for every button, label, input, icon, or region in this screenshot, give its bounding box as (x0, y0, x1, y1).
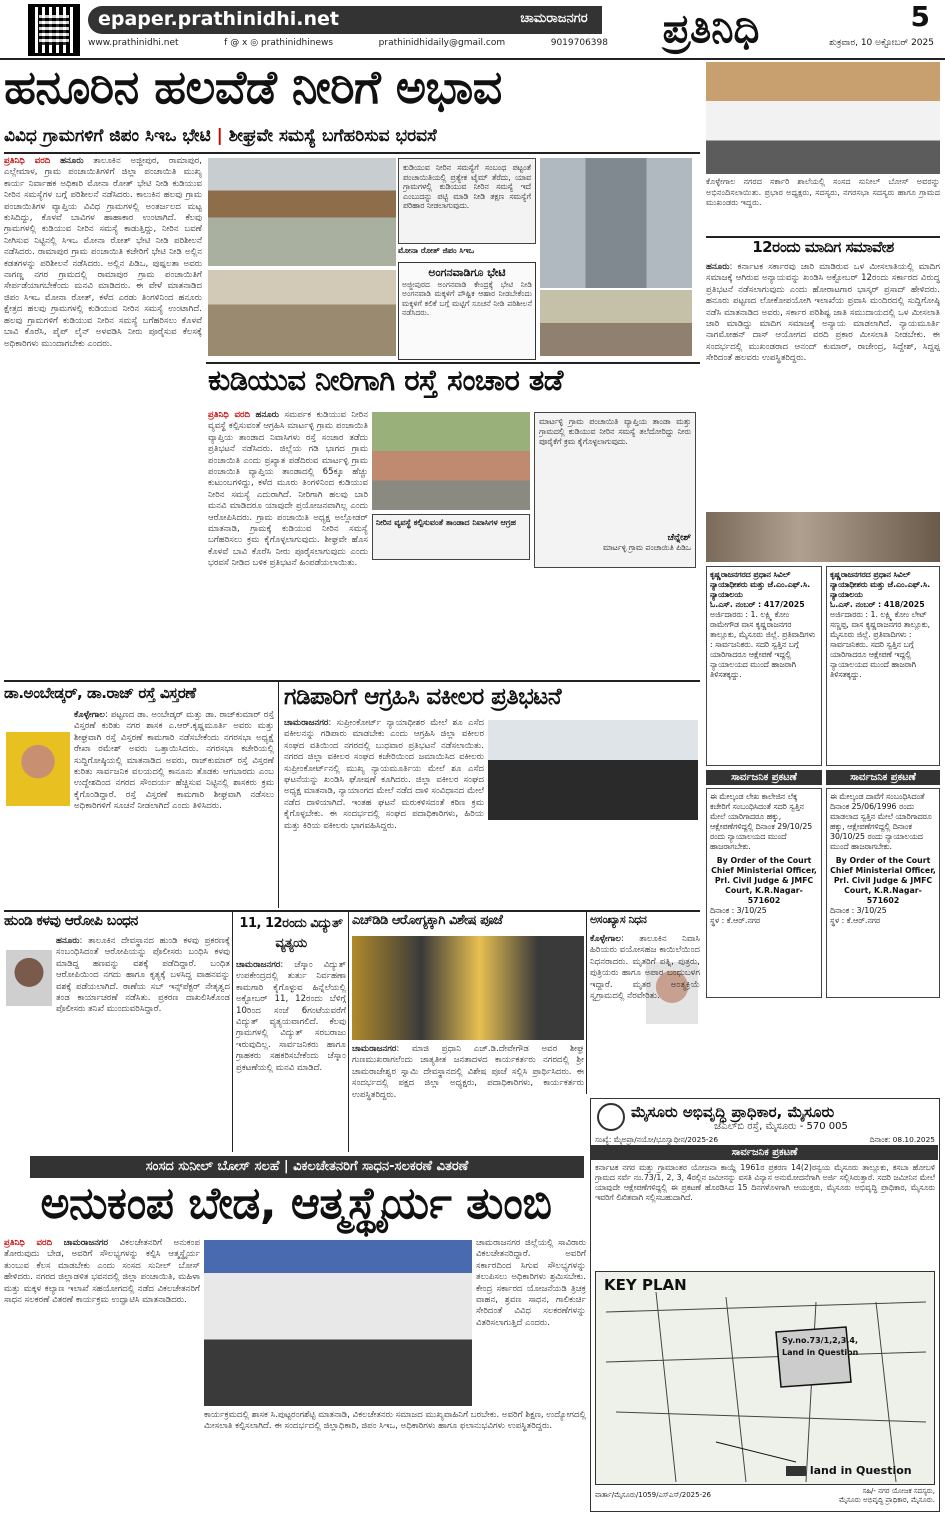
page-header (0, 0, 945, 60)
mysuru-address: ಜೆಎಲ್‌ಬಿ ರಸ್ತೆ, ಮೈಸೂರು - 570 005 (714, 1121, 848, 1132)
anganwadi-title: ಅಂಗನವಾಡಿಗೂ ಭೇಟಿ (428, 266, 506, 279)
qr-code-icon[interactable] (28, 4, 80, 56)
lead-sub1: ವಿವಿಧ ಗ್ರಾಮಗಳಿಗೆ ಜಿಪಂ ಸಿಇಒ ಭೇಟಿ (4, 126, 211, 146)
edition-city: ಚಾಮರಾಜನಗರ (506, 6, 602, 34)
notice1-sign2: Chief Ministerial Officer, (711, 866, 817, 875)
court-notice-1 (706, 566, 822, 766)
notice2-public-title: ಸಾರ್ವಜನಿಕ ಪ್ರಕಟಣೆ (826, 770, 940, 785)
roadblock-photo (372, 412, 530, 510)
bottom-headline: ಅನುಕಂಪ ಬೇಡ, ಆತ್ಮಸ್ಥೈರ್ಯ ತುಂಬಿ (40, 1178, 552, 1229)
bottom-byline: ಪ್ರತಿನಿಧಿ ವರದಿ (4, 1238, 53, 1248)
hdd-headline: ಎಚ್‌ಡಿಡಿ ಆರೋಗ್ಯಕ್ಕಾಗಿ ವಿಶೇಷ ಪೂಜೆ (352, 913, 503, 928)
site-url[interactable]: epaper.prathinidhi.net (88, 6, 506, 34)
lead-quote: ಕುಡಿಯುವ ನೀರಿನ ಸಮಸ್ಯೆಗೆ ಸಂಬಂಧ ಪಟ್ಟಂತೆ ಪಂಚಾಯಿತಿಯಲ್ಲಿ ಪ್ರತ್ಯೇಕ ಟೈಮ್ ತೆರೆದು, ಯಾವ ಗ್ರಾಮಗಳಲ್ಲಿ ಕುಡಿಯುವ ನೀರಿನ ಸಮಸ್ಯೆ ಇದೆ ಎಂಬುದನ್ನು ಪಟ್ಟಿ ಮಾಡಿ ನೀಡಿ ತಕ್ಷಣ ಸಮಸ್ಯೆಗೆ ಪರಿಹಾರ ನೀಡಲಾಗುವುದು. (403, 163, 531, 211)
roadblock-pull-box (372, 514, 530, 560)
quote-author: ಚೆನ್ನೇಶ್ (667, 533, 691, 543)
obit-place: ಕೊಳ್ಳೇಗಾಲ (590, 934, 621, 944)
notice2-body2: ಈ ಮೇಲ್ಕಂಡ ದಾವೆಗೆ ಸಂಬಂಧಿಸಿದಂತೆ ದಿನಾಂಕ 25/06/1996 ರಂದು ಮಾಡಲಾದ ಸ್ವತ್ತಿನ ಮೇಲೆ ಯಾರಿಗಾದರೂ ಹಕ್ಕು, ಆಕ್ಷೇಪಣೆಗಳಿದ್ದಲ್ಲಿ ದಿನಾಂಕ 30/10/25 ರಂದು ನ್ಯಾಯಾಲಯದ ಮುಂದೆ ಹಾಜರಾಗಬೇಕು. (830, 792, 932, 851)
notice1-sign3: Prl. Civil Judge & JMFC (714, 876, 814, 885)
notice1-body2: ಈ ಮೇಲ್ಕಂಡ ಲೇಖ ಕಾಲೇಜಿನ ಲೆಕ್ಕ ಕಚೇರಿಗೆ ಸಂಬಂಧಿಸಿದಂತೆ ಸದರಿ ಸ್ವತ್ತಿನ ಮೇಲೆ ಯಾರಿಗಾದರೂ ಹಕ್ಕು, ಆಕ್ಷೇಪಣೆಗಳಿದ್ದಲ್ಲಿ ದಿನಾಂಕ 29/10/25 ರಂದು ನ್ಯಾಯಾಲಯದ ಮುಂದೆ ಹಾಜರಾಗಬೇಕು. (710, 792, 813, 851)
mysuru-sign2: ಮೈಸೂರು ಅಭಿವೃದ್ಧಿ ಪ್ರಾಧಿಕಾರ, ಮೈಸೂರು. (839, 1496, 935, 1504)
lead-photo-village (208, 158, 396, 266)
roadblock-text: ಸಮರ್ಪಕ ಕುಡಿಯುವ ನೀರಿನ ವ್ಯವಸ್ಥೆ ಕಲ್ಪಿಸುವಂತೆ ಆಗ್ರಹಿಸಿ ಮಾರ್ಟಳ್ಳಿ ಗ್ರಾಮ ಪಂಚಾಯಿತಿ ವ್ಯಾಪ್ತಿಯ ತಾಂಡಾದ ನಿವಾಸಿಗಳು ರಸ್ತೆ ಸಂಚಾರ ತಡೆದು ಪ್ರತಿಭಟನೆ ನಡೆಸಿದರು. ಜಿಲ್ಲೆಯ ಗಡಿ ಭಾಗದ ಗ್ರಾಮ ಪಂಚಾಯಿತಿ ಎಂದು ಪ್ರಖ್ಯಾತ ಪಡೆದಿರುವ ಮಾರ್ಟಳ್ಳಿ ಗ್ರಾಮ ಪಂಚಾಯಿತಿ ವ್ಯಾಪ್ತಿಯ ತಾಂಡಾದಲ್ಲಿ 65ಕ್ಕೂ ಹೆಚ್ಚು ಕುಟುಂಬಗಳಿದ್ದು, ಕಳೆದ ಮೂರು ತಿಂಗಳಿನಿಂದ ಕುಡಿಯುವ ನೀರಿನ ಸಮಸ್ಯೆ ಎದುರಾಗಿದೆ. ನೀರಿಗಾಗಿ ಹಲವು ಬಾರಿ ಮನವಿ ಮಾಡಿದರೂ ಯಾವುದೇ ಪ್ರಯೋಜನವಾಗಿಲ್ಲ ಎಂದು ಆರೋಪಿಸಿದರು. ಗ್ರಾಮ ಪಂಚಾಯಿತಿ ಅಧ್ಯಕ್ಷ ಅಲ್ಲೋಡರ್ ಮಾತನಾಡಿ, ಗ್ರಾಮಕ್ಕೆ ಕುಡಿಯುವ ನೀರಿನ ಸಮಸ್ಯೆ ಬಗೆಹರಿಸಲು ಕ್ರಮ ಕೈಗೊಳ್ಳಲಾಗುವುದು. ಶೀಘ್ರವೇ ಹೊಸ ಕೊಳವೆ ಬಾವಿ ಕೊರೆಸಿ ನೀರು ಪೂರೈಸಲಾಗುವುದು ಎಂದು ಭರವಸೆ ನೀಡಿದ ಬಳಿಕ ಪ್ರತಿಭಟನೆ ಹಿಂಪಡೆಯಲಾಯಿತು. (208, 410, 368, 569)
notice2-sign4: Court, K.R.Nagar-571602 (844, 886, 922, 905)
issue-date: ಶುಕ್ರವಾರ, 10 ಅಕ್ಟೋಬರ್ 2025 (829, 38, 934, 48)
notice1-public-title: ಸಾರ್ವಜನಿಕ ಪ್ರಕಟಣೆ (706, 770, 822, 785)
lawyers-photo (488, 720, 698, 820)
hundi-text: ತಾಲೂಕಿನ ದೇವಸ್ಥಾನದ ಹುಂಡಿ ಕಳವು ಪ್ರಕರಣಕ್ಕೆ ಸಂಬಂಧಿಸಿದಂತೆ ಆರೋಪಿಯನ್ನು ಪೊಲೀಸರು ಬಂಧಿಸಿ ಕಳವು ಮಾಡಿದ್ದ ಹಣವನ್ನು ವಶಕ್ಕೆ ಪಡೆದಿದ್ದಾರೆ. ಬಂಧಿತ ಆರೋಪಿಯಿಂದ ನಗದು ಹಾಗೂ ಕೃತ್ಯಕ್ಕೆ ಬಳಸಿದ್ದ ವಾಹನವನ್ನು ವಶಕ್ಕೆ ಪಡೆಯಲಾಗಿದೆ. ಠಾಣೆಯ ಸಬ್ ಇನ್ಸ್‌ಪೆಕ್ಟರ್ ನೇತೃತ್ವದ ತಂಡ ಕಾರ್ಯಾಚರಣೆ ನಡೆಸಿತು. ಪ್ರಕರಣ ದಾಖಲಿಸಿಕೊಂಡ ಪೊಲೀಸರು ತನಿಖೆ ಮುಂದುವರಿಸಿದ್ದಾರೆ. (56, 936, 230, 1015)
emblem-icon (597, 1103, 625, 1131)
notice2-place: ಸ್ಥಳ : ಕೆ.ಆರ್.ನಗರ (830, 916, 880, 925)
social-handle[interactable]: f @ x ◎ prathinidhinews (224, 38, 334, 48)
quote-role: ಮಾರ್ಟಳ್ಳಿ ಗ್ರಾಮ ಪಂಚಾಯಿತಿ ಪಿಡಿಒ (602, 543, 691, 552)
roadblock-quote-box (534, 412, 696, 568)
notice2-sign3: Prl. Civil Judge & JMFC (833, 876, 933, 885)
bottom-text-1: ವಿಕಲಚೇತನರಿಗೆ ಅನುಕಂಪ ತೋರುವುದು ಬೇಡ, ಅವರಿಗೆ ಸೌಲಭ್ಯಗಳನ್ನು ಕಲ್ಪಿಸಿ ಆತ್ಮಸ್ಥೈರ್ಯ ತುಂಬುವ ಕೆಲಸ ಮಾಡಬೇಕು ಎಂದು ಸಂಸದ ಸುನೀಲ್ ಬೋಸ್ ಹೇಳಿದರು. ನಗರದ ಜಿಲ್ಲಾಡಳಿತ ಭವನದಲ್ಲಿ ಜಿಲ್ಲಾ ಪಂಚಾಯಿತಿ, ಮಹಿಳಾ ಮತ್ತು ಮಕ್ಕಳ ಕಲ್ಯಾಣ ಇಲಾಖೆ ಸಹಯೋಗದಲ್ಲಿ ನಡೆದ ವಿಕಲಚೇತನರಿಗೆ ಸಾಧನ ಸಲಕರಣೆ ವಿತರಣೆ ಕಾರ್ಯಕ್ರಮ ಉದ್ಘಾಟಿಸಿ ಮಾತನಾಡಿದರು. (4, 1238, 200, 1306)
bottom-place: ಚಾಮರಾಜನಗರ (63, 1238, 109, 1248)
notice1-body: ಅರ್ಜಿದಾರರು : 1. ಲಕ್ಷ್ಮಿ ಕೋಂ ರಾಮೇಗೌಡ ವಾಸ ಕೃಷ್ಣರಾಜನಗರ ತಾಲ್ಲೂಕು, ಮೈಸೂರು ಜಿಲ್ಲೆ. ಪ್ರತಿವಾದಿಗಳು : ಸಾರ್ವಜನಿಕರು. ಸದರಿ ಸ್ವತ್ತಿನ ಬಗ್ಗೆ ಯಾರಿಗಾದರೂ ಆಕ್ಷೇಪಣೆ ಇದ್ದಲ್ಲಿ ನ್ಯಾಯಾಲಯದ ಮುಂದೆ ಹಾಜರಾಗಿ ತಿಳಿಸತಕ್ಕದ್ದು. (710, 610, 816, 679)
notice2-sign1: By Order of the Court (835, 856, 931, 865)
lead-quote-box (398, 158, 536, 244)
samavesha-text: ಕರ್ನಾಟಕ ಸರ್ಕಾರವು ಜಾರಿ ಮಾಡಿರುವ ಒಳ ಮೀಸಲಾತಿಯಲ್ಲಿ ಮಾದಿಗ ಸಮಾಜಕ್ಕೆ ಆಗಿರುವ ಅನ್ಯಾಯವನ್ನು ಖಂಡಿಸಿ ಅಕ್ಟೋಬರ್ 12ರಂದು ಸರ್ಕಾರದ ವಿರುದ್ಧ ಪ್ರತಿಭಟನೆ ನಡೆಸಲಾಗುವುದು ಎಂದು ಹೋರಾಟಗಾರ ಭಾಸ್ಕರ್ ಪ್ರಸಾದ್ ಹೇಳಿದರು. ಹನೂರು ಪಟ್ಟಣದ ಲೋಕೋಪಯೋಗಿ ಇಲಾಖೆಯ ಪ್ರವಾಸಿ ಮಂದಿರದಲ್ಲಿ ಸುದ್ದಿಗೋಷ್ಠಿ ನಡೆಸಿ ಮಾತನಾಡಿದ ಅವರು, ಸರ್ಕಾರ ಪರಿಶಿಷ್ಟ ಜಾತಿ ಸಮುದಾಯದಲ್ಲಿ ಒಳ ಮೀಸಲಾತಿ ಜಾರಿ ಮಾಡಿದ್ದು ಮಾದಿಗ ಸಮಾಜಕ್ಕೆ ಅನ್ಯಾಯ ಮಾಡಲಾಗಿದೆ. ನ್ಯಾಯಮೂರ್ತಿ ನಾಗಮೋಹನ್ ದಾಸ್ ಆಯೋಗದ ವರದಿ ಪ್ರಕಾರ ಮೀಸಲಾತಿ ನೀಡಬೇಕು. ಈ ಸಂದರ್ಭದಲ್ಲಿ ಮುಖಂಡರಾದ ಆನಂದ್ ಕುಮಾರ್, ರಾಜೇಂದ್ರ, ಸಿದ್ದೇಶ್, ಸಿದ್ದಪ್ಪ ಸೇರಿದಂತೆ ಹಲವರು ಉಪಸ್ಥಿತರಿದ್ದರು. (706, 262, 940, 364)
roadblock-place: ಹನೂರು (255, 410, 280, 420)
mysuru-sign1: ಸಹಿ/- ನಗರ ಯೋಜಕ ಸದಸ್ಯರು, (862, 1487, 935, 1495)
notice2-body: ಅರ್ಜಿದಾರರು : 1. ಲಕ್ಷ್ಮಿ ಕೋಂ ಲೇಟ್ ಸಣ್ಣಪ್ಪ, ವಾಸ ಕೃಷ್ಣರಾಜನಗರ ತಾಲ್ಲೂಕು, ಮೈಸೂರು ಜಿಲ್ಲೆ. ಪ್ರತಿವಾದಿಗಳು : ಸಾರ್ವಜನಿಕರು. ಸದರಿ ಸ್ವತ್ತಿನ ಬಗ್ಗೆ ಯಾರಿಗಾದರೂ ಆಕ್ಷೇಪಣೆ ಇದ್ದಲ್ಲಿ ನ್ಯಾಯಾಲಯದ ಮುಂದೆ ಹಾಜರಾಗಿ ತಿಳಿಸತಕ್ಕದ್ದು. (830, 610, 931, 679)
hundi-headline: ಹುಂಡಿ ಕಳವು ಆರೋಪಿ ಬಂಧನ (4, 913, 138, 929)
notice2-sign2: Chief Ministerial Officer, (830, 866, 936, 875)
lawyers-text: ಸುಪ್ರೀಂಕೋರ್ಟ್ ನ್ಯಾಯಾಧೀಶರ ಮೇಲೆ ಶೂ ಎಸೆದ ವಕೀಲನನ್ನು ಗಡಿಪಾರು ಮಾಡಬೇಕು ಎಂದು ಆಗ್ರಹಿಸಿ ಜಿಲ್ಲಾ ವಕೀಲರ ಸಂಘದ ವತಿಯಿಂದ ನಗರದಲ್ಲಿ ಬುಧವಾರ ಪ್ರತಿಭಟನೆ ನಡೆಸಲಾಯಿತು. ನಗರದ ಜಿಲ್ಲಾ ವಕೀಲರ ಸಂಘದ ಕಚೇರಿಯಿಂದ ಜಮಾಯಿಸಿದ ವಕೀಲರು ಸುಪ್ರೀಂಕೋರ್ಟ್‌ನಲ್ಲಿ ಮುಖ್ಯ ನ್ಯಾಯಮೂರ್ತಿಯ ಮೇಲೆ ಶೂ ಎಸೆದ ಘಟನೆಯನ್ನು ಖಂಡಿಸಿ ಘೋಷಣೆ ಕೂಗಿದರು. ಜಿಲ್ಲಾ ವಕೀಲರ ಸಂಘದ ಅಧ್ಯಕ್ಷ ಮಾತನಾಡಿ, ನ್ಯಾಯಾಂಗದ ಮೇಲೆ ನಡೆದ ದಾಳಿ ಸಂವಿಧಾನದ ಮೇಲೆ ನಡೆದ ದಾಳಿಯಾಗಿದೆ. ಇಂತಹ ಘಟನೆ ಮರುಕಳಿಸದಂತೆ ಕಠಿಣ ಕ್ರಮ ಕೈಗೊಳ್ಳಬೇಕು. ಈ ಸಂದರ್ಭದಲ್ಲಿ ಸಂಘದ ಪದಾಧಿಕಾರಿಗಳು, ಹಿರಿಯ ಮತ್ತು ಕಿರಿಯ ವಕೀಲರು ಭಾಗವಹಿಸಿದ್ದರು. (284, 718, 484, 831)
mysuru-title: ಮೈಸೂರು ಅಭಿವೃದ್ಧಿ ಪ್ರಾಧಿಕಾರ, ಮೈಸೂರು (631, 1103, 835, 1121)
power-place: ಚಾಮರಾಜನಗರ (236, 960, 281, 970)
hdd-text: ಮಾಜಿ ಪ್ರಧಾನಿ ಎಚ್.ಡಿ.ದೇವೇಗೌಡ ಅವರ ಶೀಘ್ರ ಗುಣಮುಖರಾಗಲೆಂದು ಜಾತ್ಯತೀತ ಜನತಾದಳದ ಕಾರ್ಯಕರ್ತರು ನಗರದಲ್ಲಿ ಶ್ರೀ ಚಾಮರಾಜೇಶ್ವರ ಸ್ವಾಮಿ ದೇವಸ್ಥಾನದಲ್ಲಿ ವಿಶೇಷ ಪೂಜೆ ಸಲ್ಲಿಸಿ ಪ್ರಾರ್ಥಿಸಿದರು. ಈ ಸಂದರ್ಭದಲ್ಲಿ ಪಕ್ಷದ ಜಿಲ್ಲಾ ಅಧ್ಯಕ್ಷರು, ಪದಾಧಿಕಾರಿಗಳು, ಕಾರ್ಯಕರ್ತರು ಉಪಸ್ಥಿತರಿದ್ದರು. (352, 1044, 584, 1100)
hundi-body: ಹನೂರು: ತಾಲೂಕಿನ ದೇವಸ್ಥಾನದ ಹುಂಡಿ ಕಳವು ಪ್ರಕರಣಕ್ಕೆ ಸಂಬಂಧಿಸಿದಂತೆ ಆರೋಪಿಯನ್ನು ಪೊಲೀಸರು ಬಂಧಿಸಿ ಕಳವು ಮಾಡಿದ್ದ ಹಣವನ್ನು ವಶಕ್ಕೆ ಪಡೆದಿದ್ದಾರೆ. ಬಂಧಿತ ಆರೋಪಿಯಿಂದ ನಗದು ಹಾಗೂ ಕೃತ್ಯಕ್ಕೆ ಬಳಸಿದ್ದ ವಾಹನವನ್ನು ವಶಕ್ಕೆ ಪಡೆಯಲಾಗಿದೆ. ಠಾಣೆಯ ಸಬ್ ಇನ್ಸ್‌ಪೆಕ್ಟರ್ ನೇತೃತ್ವದ ತಂಡ ಕಾರ್ಯಾಚರಣೆ ನಡೆಸಿತು. ಪ್ರಕರಣ ದಾಖಲಿಸಿಕೊಂಡ ಪೊಲೀಸರು ತನಿಖೆ ಮುಂದುವರಿಸಿದ್ದಾರೆ. (56, 936, 230, 1015)
anganwadi-box (398, 262, 536, 360)
hdd-pooja-photo (352, 936, 584, 1040)
notice2-case: ಓ.ಎಸ್. ನಂಬರ್ : 418/2025 (830, 600, 925, 609)
roadblock-pull: ನೀರಿನ ವ್ಯವಸ್ಥೆ ಕಲ್ಪಿಸುವಂತೆ ತಾಂಡಾದ ನಿವಾಸಿಗಳ ಆಗ್ರಹ (376, 518, 516, 527)
mysuru-ref-date: ದಿನಾಂಕ: 08.10.2025 (869, 1135, 935, 1144)
anganwadi-body: ಅಜ್ಜೀಪುರದ ಅಂಗನವಾಡಿ ಕೇಂದ್ರಕ್ಕೆ ಭೇಟಿ ನೀಡಿ ಅಂಗನವಾಡಿ ಮಕ್ಕಳಿಗೆ ಪೌಷ್ಟಿಕ ಆಹಾರ ನೀಡಬೇಕೆಂದು ಮಕ್ಕಳಿಗೆ ಕಲಿಕೆ ಬಗ್ಗೆ ಮಟ್ಟಿಗೆ ಸೂಚನೆ ನೀಡಿ ಪರಿಶೀಲನೆ ನಡೆಸಿದರು. (402, 280, 532, 318)
bottom-body-3: ಕಾರ್ಯಕ್ರಮದಲ್ಲಿ ಶಾಸಕ ಸಿ.ಪುಟ್ಟರಂಗಶೆಟ್ಟಿ ಮಾತನಾಡಿ, ವಿಕಲಚೇತನರು ಸಮಾಜದ ಮುಖ್ಯವಾಹಿನಿಗೆ ಬರಬೇಕು. ಅವರಿಗೆ ಶಿಕ್ಷಣ, ಉದ್ಯೋಗದಲ್ಲಿ ಮೀಸಲಾತಿ ಕಲ್ಪಿಸಲಾಗಿದೆ. ಈ ಸಂದರ್ಭದಲ್ಲಿ ಜಿಲ್ಲಾಧಿಕಾರಿ, ಜಿಪಂ ಸಿಇಒ, ಅಧಿಕಾರಿಗಳು ಹಾಗೂ ಫಲಾನುಭವಿಗಳು ಉಪಸ್ಥಿತರಿದ್ದರು. (204, 1410, 586, 1432)
web-link[interactable]: www.prathinidhi.net (88, 38, 179, 48)
notice1-title: ಕೃಷ್ಣರಾಜನಗರದ ಪ್ರಧಾನ ಸಿವಿಲ್ ನ್ಯಾಯಾಧೀಶರು ಮತ್ತು ಜೆ.ಎಂ.ಎಫ್.ಸಿ. ನ್ಯಾಯಾಲಯ (710, 570, 811, 599)
power-body: ಚಾಮರಾಜನಗರ: ಚೆಸ್ಕಾಂ ವಿದ್ಯುತ್ ಉಪಕೇಂದ್ರದಲ್ಲಿ ತುರ್ತು ನಿರ್ವಹಣಾ ಕಾಮಗಾರಿ ಕೈಗೊಳ್ಳುವ ಹಿನ್ನೆಲೆಯಲ್ಲಿ ಅಕ್ಟೋಬರ್ 11, 12ರಂದು ಬೆಳಿಗ್ಗೆ 10ರಿಂದ ಸಂಜೆ 6ಗಂಟೆಯವರೆಗೆ ವಿದ್ಯುತ್ ವ್ಯತ್ಯಯವಾಗಲಿದೆ. ಕೆಲವು ಗ್ರಾಮಗಳಲ್ಲಿ ವಿದ್ಯುತ್ ಸರಬರಾಜು ಇರುವುದಿಲ್ಲ. ಸಾರ್ವಜನಿಕರು ಹಾಗೂ ಗ್ರಾಹಕರು ಸಹಕರಿಸಬೇಕೆಂದು ಚೆಸ್ಕಾಂ ಪ್ರಕಟಣೆಯಲ್ಲಿ ಮನವಿ ಮಾಡಿದೆ. (236, 960, 346, 1073)
key-plan-map (595, 1271, 935, 1485)
public-notice-2 (826, 788, 940, 998)
lead-sub2: ಶೀಘ್ರವೇ ಸಮಸ್ಯೆ ಬಗೆಹರಿಸುವ ಭರವಸೆ (228, 126, 437, 146)
hdd-body: ಚಾಮರಾಜನಗರ: ಮಾಜಿ ಪ್ರಧಾನಿ ಎಚ್.ಡಿ.ದೇವೇಗೌಡ ಅವರ ಶೀಘ್ರ ಗುಣಮುಖರಾಗಲೆಂದು ಜಾತ್ಯತೀತ ಜನತಾದಳದ ಕಾರ್ಯಕರ್ತರು ನಗರದಲ್ಲಿ ಶ್ರೀ ಚಾಮರಾಜೇಶ್ವರ ಸ್ವಾಮಿ ದೇವಸ್ಥಾನದಲ್ಲಿ ವಿಶೇಷ ಪೂಜೆ ಸಲ್ಲಿಸಿ ಪ್ರಾರ್ಥಿಸಿದರು. ಈ ಸಂದರ್ಭದಲ್ಲಿ ಪಕ್ಷದ ಜಿಲ್ಲಾ ಅಧ್ಯಕ್ಷರು, ಪದಾಧಿಕಾರಿಗಳು, ಕಾರ್ಯಕರ್ತರು ಉಪಸ್ಥಿತರಿದ್ದರು. (352, 1044, 584, 1100)
hundi-place: ಹನೂರು (56, 936, 80, 946)
notice1-sign4: Court, K.R.Nagar-571602 (725, 886, 803, 905)
page-number: 5 (910, 0, 930, 33)
ambedkar-place: ಕೊಳ್ಳೇಗಾಲ (74, 710, 105, 720)
notice2-title: ಕೃಷ್ಣರಾಜನಗರದ ಪ್ರಧಾನ ಸಿವಿಲ್ ನ್ಯಾಯಾಧೀಶರು ಮತ್ತು ಜೆ.ಎಂ.ಎಫ್.ಸಿ. ನ್ಯಾಯಾಲಯ (830, 570, 931, 599)
ambedkar-text: ಪಟ್ಟಣದ ಡಾ. ಅಂಬೇಡ್ಕರ್ ಮತ್ತು ಡಾ. ರಾಜ್‌ಕುಮಾರ್ ರಸ್ತೆ ವಿಸ್ತರಣೆ ಕುರಿತು ನಗರ ಶಾಸಕ ಎ.ಆರ್.ಕೃಷ್ಣಮೂರ್ತಿ ಅವರು ಮತ್ತು ಶೀಘ್ರವಾಗಿ ರಸ್ತೆ ವಿಸ್ತರಣೆ ಕಾಮಗಾರಿ ನಡೆಸಬೇಕೆಂದು ನಗರಸಭಾ ಅಧ್ಯಕ್ಷೆ ರೇಖಾ ರಮೇಶ್ ಅವರು ಒತ್ತಾಯಿಸಿದರು. ನಗರಸಭಾ ಕಚೇರಿಯಲ್ಲಿ ಸುದ್ದಿಗೋಷ್ಠಿಯಲ್ಲಿ ಮಾತನಾಡಿದ ಅವರು, ರಾಜ್‌ಕುಮಾರ್ ರಸ್ತೆ ವಿಸ್ತರಣೆ ಕುರಿತು ಸಾರ್ವಜನಿಕ ವಲಯದಲ್ಲಿ ಕಾನೂನು ತೊಡಕು ಆಗಬಾರದು ಎಂಬ ಉದ್ದೇಶದಿಂದ ನಗರದ ಸೌಂದರ್ಯ ಹೆಚ್ಚಿಸುವ ನಿಟ್ಟಿನಲ್ಲಿ ಶಾಸಕರು ಕ್ರಮ ಕೈಗೊಂಡಿದ್ದಾರೆ. ರಸ್ತೆ ವಿಸ್ತರಣೆ ಕಾಮಗಾರಿ ಶೀಘ್ರವಾಗಿ ನಡೆಸಲು ಅಧಿಕಾರಿಗಳಿಗೆ ಸೂಚನೆ ನೀಡಲಾಗಿದೆ ಎಂದು ತಿಳಿಸಿದರು. (74, 710, 274, 812)
notice1-case: ಓ.ಎಸ್. ನಂಬರ್ : 417/2025 (710, 600, 805, 609)
roadblock-headline: ಕುಡಿಯುವ ನೀರಿಗಾಗಿ ರಸ್ತೆ ಸಂಚಾರ ತಡೆ (208, 363, 563, 397)
bottom-photo (204, 1240, 472, 1406)
lead-photo-tank (540, 158, 692, 288)
power-headline: 11, 12ರಂದು ವಿದ್ಯುತ್ ವ್ಯತ್ಯಯ (239, 916, 343, 951)
samavesha-headline: 12ರಂದು ಮಾದಿಗ ಸಮಾವೇಶ (752, 238, 894, 256)
lead-article-body (4, 156, 202, 676)
bottom-kicker: ಸಂಸದ ಸುನೀಲ್ ಬೋಸ್ ಸಲಹೆ | ವಿಕಲಚೇತನರಿಗೆ ಸಾಧನ-ಸಲಕರಣೆ ವಿತರಣೆ (30, 1156, 584, 1178)
email-link[interactable]: prathinidhidaily@gmail.com (378, 38, 506, 48)
mysuru-subtitle: ಸಾರ್ವಜನಿಕ ಪ್ರಕಟಣೆ (591, 1145, 938, 1160)
lead-place: ಹನೂರು (60, 156, 84, 166)
bottom-body-2: ಚಾಮರಾಜನಗರ ಜಿಲ್ಲೆಯಲ್ಲಿ ಸಾವಿರಾರು ವಿಕಲಚೇತನರಿದ್ದಾರೆ. ಅವರಿಗೆ ಸರ್ಕಾರದಿಂದ ಸಿಗುವ ಸೌಲಭ್ಯಗಳನ್ನು ತಲುಪಿಸಲು ಅಧಿಕಾರಿಗಳು ಶ್ರಮಿಸಬೇಕು. ಕೇಂದ್ರ ಸರ್ಕಾರದ ಯೋಜನೆಯಡಿ ತ್ರಿಚಕ್ರ ವಾಹನ, ಶ್ರವಣ ಸಾಧನ, ಗಾಲಿಕುರ್ಚಿ ಸೇರಿದಂತೆ ವಿವಿಧ ಸಲಕರಣೆಗಳನ್ನು ವಿತರಿಸಲಾಗುತ್ತಿದೆ ಎಂದರು. (476, 1238, 586, 1328)
lead-body: ತಾಲೂಕಿನ ಅಜ್ಜೀಪುರ, ರಾಮಾಪುರ, ಎಲ್ಲೇಮಾಳ, ಗ್ರಾಮ ಪಂಚಾಯಿತಿಗಳಿಗೆ ಜಿಲ್ಲಾ ಪಂಚಾಯಿತಿ ಮುಖ್ಯ ಕಾರ್ಯ ನಿರ್ವಾಹಕ ಅಧಿಕಾರಿ ಮೋನಾ ರೋತ್ ಭೇಟಿ ನೀಡಿ ಕುಡಿಯುವ ನೀರಿನ ಸಮಸ್ಯೆಗಳ ಬಗ್ಗೆ ಪರಿಶೀಲನೆ ನಡೆಸಿದರು. ಕಾಲುಕಿನ ಹಲವು ಗ್ರಾಮ ಪಂಚಾಯಿತಿಗಳ ವ್ಯಾಪ್ತಿಯ ವಿವಿಧ ಗ್ರಾಮಗಳಲ್ಲಿ ಅಂತರ್ಜಲದ ಮಟ್ಟ ಕುಸಿದಿದ್ದು, ಕೊಳವೆ ಬಾವಿಗಳ ಹಾಹಾಕಾರ ಉಂಟಾಗಿದೆ. ಕೆಲವು ಗ್ರಾಮಗಳಲ್ಲಿ ಕುಡಿಯುವ ನೀರಿನ ಸಮಸ್ಯೆ ಕಾಡುತ್ತಿದ್ದು, ನೀರಿನ ಬವಣೆ ನೀಗಿಸುವ ನಿಟ್ಟಿನಲ್ಲಿ ಸಿಇಒ ಮೋನಾ ರೋತ್ ಭೇಟಿ ನೀಡಿ ಪರಿಶೀಲನೆ ನಡೆಸಿದರು. ರಾಮಾಪುರ ಗ್ರಾಮ ಪಂಚಾಯಿತಿ ಕಚೇರಿಗೆ ಭೇಟಿ ನೀಡಿ ಅಲ್ಲಿನ ಕಡತಗಳನ್ನು ಪರಿಶೀಲನೆ ನಡೆಸಿದರು. ಅಲ್ಲಿನ ಪಿಡಿಒ, ಪುಷ್ಪಲತಾ ಅವರು ನಾಗಣ್ಣ ನಗರ ಗ್ರಾಮದಲ್ಲಿ ರಾಮಾಪುರ ಗ್ರಾಮ ಪಂಚಾಯಿತಿಗೆ ಸೇರ್ಪಡೆಯಾಗಬೇಕೆಂದು ಮನವಿ ಮಾಡಿದರು. ಈ ವೇಳೆ ಮಾತನಾಡಿದ ಜಿಪಂ ಸಿಇಒ ಮೋನಾ ರೋತ್, ಕಳೆದ ಎರಡು ತಿಂಗಳಿನಿಂದ ಹನೂರು ಕ್ಷೇತ್ರದ ಹಲವು ಗ್ರಾಮಗಳಲ್ಲಿ ಕುಡಿಯುವ ನೀರಿನ ಸಮಸ್ಯೆ ಉಂಟಾಗಿದೆ. ಹಲವು ಗ್ರಾಮಗಳಿಗೆ ಕುಡಿಯುವ ನೀರಿನ ಸಮಸ್ಯೆ ಬಗೆಹರಿಸಲು ಕೊಳವೆ ಬಾವಿ ಕೊರೆಸಿ, ಪೈಪ್ ಲೈನ್ ಅಳವಡಿಸಿ ನೀರು ಪೂರೈಸುವ ಕೆಲಸಕ್ಕೆ ಅಧಿಕಾರಿಗಳು ಮುಂದಾಗಬೇಕು ಎಂದರು. (4, 156, 202, 349)
lead-photo-caption: ಮೋನಾ ರೋತ್ ಜಿಪಂ ಸಿಇಒ (398, 246, 475, 255)
mysuru-body: ಕರ್ನಾಟಕ ನಗರ ಮತ್ತು ಗ್ರಾಮಾಂತರ ಯೋಜನಾ ಕಾಯ್ದೆ 1961ರ ಪ್ರಕರಣ 14(2)ರನ್ವಯ ಮೈಸೂರು ತಾಲ್ಲೂಕು, ಕಸಬಾ ಹೋಬಳಿ ಗ್ರಾಮದ ಸರ್ವೆ ನಂ.73/1, 2, 3, 4ರಲ್ಲಿನ ಜಮೀನನ್ನು ವಸತಿ ವಿನ್ಯಾಸ ಅನುಮೋದನೆಗಾಗಿ ಅರ್ಜಿ ಸಲ್ಲಿಸಿರುತ್ತಾರೆ. ಸದರಿ ಜಮೀನಿನ ಮೇಲೆ ಯಾವುದೇ ಆಕ್ಷೇಪಣೆಗಳಿದ್ದಲ್ಲಿ ಈ ಪ್ರಕಟಣೆ ಹೊರಡಿಸಿದ 15 ದಿನಗಳೊಳಗಾಗಿ ಆಯುಕ್ತರು, ಮೈಸೂರು ಅಭಿವೃದ್ಧಿ ಪ್ರಾಧಿಕಾರ, ಮೈಸೂರು ಇವರಿಗೆ ಲಿಖಿತವಾಗಿ ಸಲ್ಲಿಸಬಹುದಾಗಿದೆ. (595, 1163, 935, 1202)
mysuru-footer-ref: ವಾರ್ತಾ/ಮೈಸೂರು/1059/ಎಸ್‌ಎಸ್/2025-26 (595, 1491, 712, 1499)
mysuru-ref: ಸಂಖ್ಯೆ: ಮೈಅಪ್ರಾ/ನಯೋ/ಭೂಸ್ವಾಧೀನ/2025-26 (595, 1135, 719, 1144)
roadblock-byline: ಪ್ರತಿನಿಧಿ ವರದಿ (208, 410, 251, 420)
lead-subheadline: ವಿವಿಧ ಗ್ರಾಮಗಳಿಗೆ ಜಿಪಂ ಸಿಇಒ ಭೇಟಿ | ಶೀಘ್ರವೇ ಸಮಸ್ಯೆ ಬಗೆಹರಿಸುವ ಭರವಸೆ (4, 126, 437, 146)
obit-headline: ಅಸಂಖ್ಯಾಸ ನಿಧನ (590, 913, 647, 926)
masthead-logo: ಪ್ರತಿನಿಧಿ (662, 5, 760, 52)
roadblock-quote: ಮಾರ್ಟಳ್ಳಿ ಗ್ರಾಮ ಪಂಚಾಯಿತಿ ವ್ಯಾಪ್ತಿಯ ತಾಂಡಾ ಮತ್ತು ಗ್ರಾಮದಲ್ಲಿ ಕುಡಿಯುವ ನೀರಿನ ಸಮಸ್ಯೆ ತಲೆದೋರಿದ್ದು ನೀರು ಪೂರೈಕೆಗೆ ಕ್ರಮ ಕೈಗೊಳ್ಳಲಾಗುವುದು. (539, 417, 691, 446)
ambedkar-body: ಕೊಳ್ಳೇಗಾಲ: ಪಟ್ಟಣದ ಡಾ. ಅಂಬೇಡ್ಕರ್ ಮತ್ತು ಡಾ. ರಾಜ್‌ಕುಮಾರ್ ರಸ್ತೆ ವಿಸ್ತರಣೆ ಕುರಿತು ನಗರ ಶಾಸಕ ಎ.ಆರ್.ಕೃಷ್ಣಮೂರ್ತಿ ಅವರು ಮತ್ತು ಶೀಘ್ರವಾಗಿ ರಸ್ತೆ ವಿಸ್ತರಣೆ ಕಾಮಗಾರಿ ನಡೆಸಬೇಕೆಂದು ನಗರಸಭಾ ಅಧ್ಯಕ್ಷೆ ರೇಖಾ ರಮೇಶ್ ಅವರು ಒತ್ತಾಯಿಸಿದರು. ನಗರಸಭಾ ಕಚೇರಿಯಲ್ಲಿ ಸುದ್ದಿಗೋಷ್ಠಿಯಲ್ಲಿ ಮಾತನಾಡಿದ ಅವರು, ರಾಜ್‌ಕುಮಾರ್ ರಸ್ತೆ ವಿಸ್ತರಣೆ ಕುರಿತು ಸಾರ್ವಜನಿಕ ವಲಯದಲ್ಲಿ ಕಾನೂನು ತೊಡಕು ಆಗಬಾರದು ಎಂಬ ಉದ್ದೇಶದಿಂದ ನಗರದ ಸೌಂದರ್ಯ ಹೆಚ್ಚಿಸುವ ನಿಟ್ಟಿನಲ್ಲಿ ಶಾಸಕರು ಕ್ರಮ ಕೈಗೊಂಡಿದ್ದಾರೆ. ರಸ್ತೆ ವಿಸ್ತರಣೆ ಕಾಮಗಾರಿ ಶೀಘ್ರವಾಗಿ ನಡೆಸಲು ಅಧಿಕಾರಿಗಳಿಗೆ ಸೂಚನೆ ನೀಡಲಾಗಿದೆ ಎಂದು ತಿಳಿಸಿದರು. (74, 710, 274, 812)
ambedkar-headline: ಡಾ.ಅಂಬೇಡ್ಕರ್, ಡಾ.ರಾಜ್ ರಸ್ತೆ ವಿಸ್ತರಣೆ (4, 684, 196, 702)
lawyers-body: ಚಾಮರಾಜನಗರ: ಸುಪ್ರೀಂಕೋರ್ಟ್ ನ್ಯಾಯಾಧೀಶರ ಮೇಲೆ ಶೂ ಎಸೆದ ವಕೀಲನನ್ನು ಗಡಿಪಾರು ಮಾಡಬೇಕು ಎಂದು ಆಗ್ರಹಿಸಿ ಜಿಲ್ಲಾ ವಕೀಲರ ಸಂಘದ ವತಿಯಿಂದ ನಗರದಲ್ಲಿ ಬುಧವಾರ ಪ್ರತಿಭಟನೆ ನಡೆಸಲಾಯಿತು. ನಗರದ ಜಿಲ್ಲಾ ವಕೀಲರ ಸಂಘದ ಕಚೇರಿಯಿಂದ ಜಮಾಯಿಸಿದ ವಕೀಲರು ಸುಪ್ರೀಂಕೋರ್ಟ್‌ನಲ್ಲಿ ಮುಖ್ಯ ನ್ಯಾಯಮೂರ್ತಿಯ ಮೇಲೆ ಶೂ ಎಸೆದ ಘಟನೆಯನ್ನು ಖಂಡಿಸಿ ಘೋಷಣೆ ಕೂಗಿದರು. ಜಿಲ್ಲಾ ವಕೀಲರ ಸಂಘದ ಅಧ್ಯಕ್ಷ ಮಾತನಾಡಿ, ನ್ಯಾಯಾಂಗದ ಮೇಲೆ ನಡೆದ ದಾಳಿ ಸಂವಿಧಾನದ ಮೇಲೆ ನಡೆದ ದಾಳಿಯಾಗಿದೆ. ಇಂತಹ ಘಟನೆ ಮರುಕಳಿಸದಂತೆ ಕಠಿಣ ಕ್ರಮ ಕೈಗೊಳ್ಳಬೇಕು. ಈ ಸಂದರ್ಭದಲ್ಲಿ ಸಂಘದ ಪದಾಧಿಕಾರಿಗಳು, ಹಿರಿಯ ಮತ್ತು ಕಿರಿಯ ವಕೀಲರು ಭಾಗವಹಿಸಿದ್ದರು. (284, 718, 484, 831)
notice2-date: ದಿನಾಂಕ : 3/10/25 (830, 906, 887, 915)
right-top-photo (706, 62, 940, 174)
land-legend-label: land in Question (809, 1464, 912, 1477)
notice1-place: ಸ್ಥಳ : ಕೆ.ಆರ್.ನಗರ (710, 916, 760, 925)
public-notice-1 (706, 788, 822, 998)
bottom-body-1 (4, 1238, 200, 1512)
map-lines (596, 1272, 934, 1484)
contact-strip (88, 38, 608, 54)
mysuru-notice (590, 1098, 940, 1512)
obit-body: ಕೊಳ್ಳೇಗಾಲ: ತಾಲೂಕಿನ ನಿವಾಸಿ ಹಿರಿಯರು ವಯೋಸಹಜ ಕಾಯಿಲೆಯಿಂದ ನಿಧನರಾದರು. ಮೃತರಿಗೆ ಪತ್ನಿ, ಪುತ್ರರು, ಪುತ್ರಿಯರು ಹಾಗೂ ಅಪಾರ ಬಂಧುಬಳಗ ಇದ್ದಾರೆ. ಮೃತರ ಅಂತ್ಯಕ್ರಿಯೆ ಸ್ವಗ್ರಾಮದಲ್ಲಿ ನೆರವೇರಿತು. (590, 934, 700, 1002)
right-top-caption: ಕೊಳ್ಳೇಗಾಲ ನಗರದ ಸರ್ಕಾರಿ ಶಾಲೆಯಲ್ಲಿ ಸಂಸದ ಸುನೀಲ್ ಬೋಸ್ ಅವರನ್ನು ಅಭಿನಂದಿಸಲಾಯಿತು. ಪ್ರಭಾರ ಅಧ್ಯಕ್ಷರು, ಸದಸ್ಯರು, ನಗರಸಭಾ ಸದಸ್ಯರು ಹಾಗೂ ಗ್ರಾಮದ ಮುಖಂಡರು ಇದ್ದರು. (706, 176, 940, 208)
lead-photo-officials (208, 270, 396, 356)
lead-photo-tap (540, 290, 692, 356)
mysuru-signature (791, 1487, 935, 1505)
phone-number: 9019706398 (550, 38, 608, 48)
roadblock-body (208, 410, 368, 676)
hdd-place: ಚಾಮರಾಜನಗರ (352, 1044, 397, 1054)
key-plan-title: KEY PLAN (604, 1276, 687, 1294)
land-label-sy: Sy.no.73/1,2,3,4, (782, 1336, 858, 1345)
samavesha-body: ಹನೂರು: ಕರ್ನಾಟಕ ಸರ್ಕಾರವು ಜಾರಿ ಮಾಡಿರುವ ಒಳ ಮೀಸಲಾತಿಯಲ್ಲಿ ಮಾದಿಗ ಸಮಾಜಕ್ಕೆ ಆಗಿರುವ ಅನ್ಯಾಯವನ್ನು ಖಂಡಿಸಿ ಅಕ್ಟೋಬರ್ 12ರಂದು ಸರ್ಕಾರದ ವಿರುದ್ಧ ಪ್ರತಿಭಟನೆ ನಡೆಸಲಾಗುವುದು ಎಂದು ಹೋರಾಟಗಾರ ಭಾಸ್ಕರ್ ಪ್ರಸಾದ್ ಹೇಳಿದರು. ಹನೂರು ಪಟ್ಟಣದ ಲೋಕೋಪಯೋಗಿ ಇಲಾಖೆಯ ಪ್ರವಾಸಿ ಮಂದಿರದಲ್ಲಿ ಸುದ್ದಿಗೋಷ್ಠಿ ನಡೆಸಿ ಮಾತನಾಡಿದ ಅವರು, ಸರ್ಕಾರ ಪರಿಶಿಷ್ಟ ಜಾತಿ ಸಮುದಾಯದಲ್ಲಿ ಒಳ ಮೀಸಲಾತಿ ಜಾರಿ ಮಾಡಿದ್ದು ಮಾದಿಗ ಸಮಾಜಕ್ಕೆ ಅನ್ಯಾಯ ಮಾಡಲಾಗಿದೆ. ನ್ಯಾಯಮೂರ್ತಿ ನಾಗಮೋಹನ್ ದಾಸ್ ಆಯೋಗದ ವರದಿ ಪ್ರಕಾರ ಮೀಸಲಾತಿ ನೀಡಬೇಕು. ಈ ಸಂದರ್ಭದಲ್ಲಿ ಮುಖಂಡರಾದ ಆನಂದ್ ಕುಮಾರ್, ರಾಜೇಂದ್ರ, ಸಿದ್ದೇಶ್, ಸಿದ್ದಪ್ಪ ಸೇರಿದಂತೆ ಹಲವರು ಉಪಸ್ಥಿತರಿದ್ದರು. (706, 262, 940, 364)
samavesha-photo (706, 512, 940, 562)
lead-headline: ಹನೂರಿನ ಹಲವೆಡೆ ನೀರಿಗೆ ಅಭಾವ (4, 60, 502, 114)
samavesha-place: ಹನೂರು (706, 262, 730, 272)
land-label-question: Land in Question (782, 1348, 859, 1357)
obit-text: ತಾಲೂಕಿನ ನಿವಾಸಿ ಹಿರಿಯರು ವಯೋಸಹಜ ಕಾಯಿಲೆಯಿಂದ ನಿಧನರಾದರು. ಮೃತರಿಗೆ ಪತ್ನಿ, ಪುತ್ರರು, ಪುತ್ರಿಯರು ಹಾಗೂ ಅಪಾರ ಬಂಧುಬಳಗ ಇದ್ದಾರೆ. ಮೃತರ ಅಂತ್ಯಕ್ರಿಯೆ ಸ್ವಗ್ರಾಮದಲ್ಲಿ ನೆರವೇರಿತು. (590, 934, 700, 1002)
lawyers-body-cont (488, 824, 698, 906)
lawyers-place: ಚಾಮರಾಜನಗರ (284, 718, 329, 728)
lead-byline: ಪ್ರತಿನಿಧಿ ವರದಿ (4, 156, 51, 166)
land-legend (786, 1464, 912, 1477)
court-notice-2 (826, 566, 940, 766)
power-text: ಚೆಸ್ಕಾಂ ವಿದ್ಯುತ್ ಉಪಕೇಂದ್ರದಲ್ಲಿ ತುರ್ತು ನಿರ್ವಹಣಾ ಕಾಮಗಾರಿ ಕೈಗೊಳ್ಳುವ ಹಿನ್ನೆಲೆಯಲ್ಲಿ ಅಕ್ಟೋಬರ್ 11, 12ರಂದು ಬೆಳಿಗ್ಗೆ 10ರಿಂದ ಸಂಜೆ 6ಗಂಟೆಯವರೆಗೆ ವಿದ್ಯುತ್ ವ್ಯತ್ಯಯವಾಗಲಿದೆ. ಕೆಲವು ಗ್ರಾಮಗಳಲ್ಲಿ ವಿದ್ಯುತ್ ಸರಬರಾಜು ಇರುವುದಿಲ್ಲ. ಸಾರ್ವಜನಿಕರು ಹಾಗೂ ಗ್ರಾಹಕರು ಸಹಕರಿಸಬೇಕೆಂದು ಚೆಸ್ಕಾಂ ಪ್ರಕಟಣೆಯಲ್ಲಿ ಮನವಿ ಮಾಡಿದೆ. (236, 960, 346, 1073)
notice1-sign1: By Order of the Court (716, 856, 812, 865)
notice1-date: ದಿನಾಂಕ : 3/10/25 (710, 906, 767, 915)
lawyers-headline: ಗಡಿಪಾರಿಗೆ ಆಗ್ರಹಿಸಿ ವಕೀಲರ ಪ್ರತಿಭಟನೆ (284, 684, 562, 710)
